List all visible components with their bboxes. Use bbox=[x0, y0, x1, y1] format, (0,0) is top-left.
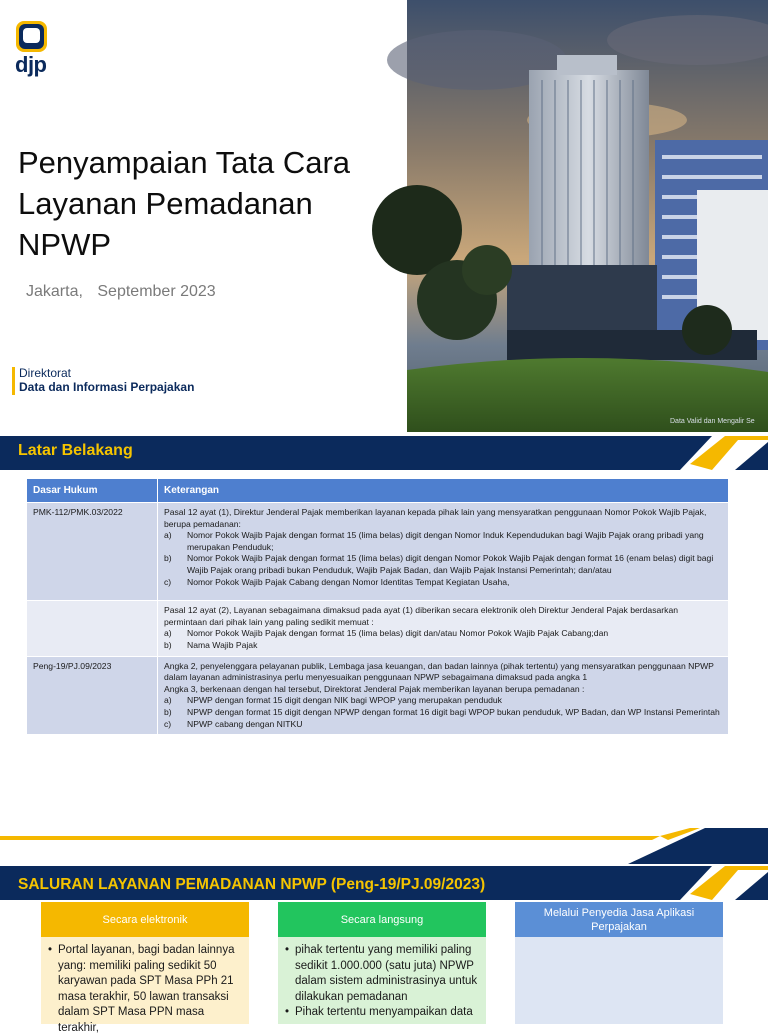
table-row bbox=[27, 601, 729, 656]
directorate-name: Data dan Informasi Perpajakan bbox=[19, 380, 195, 394]
channel-header-direct: Secara langsung bbox=[278, 902, 486, 937]
list-item: c) NPWP cabang dengan NITKU bbox=[164, 718, 303, 729]
table-row bbox=[27, 503, 729, 601]
list-item: a) Nomor Pokok Wajib Pajak dengan format 15 (lima belas) digit dengan Nomor Induk Kependudukan bagi Wajib Pajak orang pribadi yang merupakan Penduduk; bbox=[164, 530, 704, 552]
legal-basis-cell: PMK-112/PMK.03/2022 bbox=[27, 503, 158, 601]
cover-month: September 2023 bbox=[97, 283, 216, 300]
saluran-layanan-slide bbox=[0, 866, 768, 1034]
table-header-row bbox=[27, 479, 729, 503]
logo-text: djp bbox=[15, 52, 47, 77]
paragraph: Angka 2, penyelenggara pelayanan publik, Lembaga jasa keuangan, dan badan lainnya (pihak tertentu) yang mensyaratkan penggunaan NPWP dalam layanan administrasinya perlu menyesuaikan penggunaan NPWP sebagaimana dimaksud pada angka 1 bbox=[164, 660, 714, 683]
list-item: c) Nomor Pokok Wajib Pajak Cabang dengan Nomor Identitas Tempat Kegiatan Usaha, bbox=[164, 576, 510, 587]
paragraph: Angka 3, berkenaan dengan hal tersebut, Direktorat Jenderal Pajak memberikan layanan berupa pemadanan : bbox=[164, 683, 585, 694]
paragraph: Pasal 12 ayat (2), Layanan sebagaimana dimaksud pada ayat (1) diberikan secara elektronik oleh Direktur Jenderal Pajak berdasarkan permintaan dari pihak lain yang paling sedikit memuat : bbox=[164, 605, 679, 627]
cover-city: Jakarta, bbox=[26, 283, 83, 300]
section-title: SALURAN LAYANAN PEMADANAN NPWP (Peng-19/PJ.09/2023) bbox=[18, 876, 486, 893]
section-title: Latar Belakang bbox=[18, 442, 133, 459]
description-cell bbox=[158, 503, 729, 601]
list-item: a) Nomor Pokok Wajib Pajak dengan format 15 (lima belas) digit dan/atau Nomor Pokok Wajib Pajak Cabang;dan bbox=[164, 628, 609, 639]
directorate-label: Direktorat bbox=[19, 366, 72, 380]
list-item: b) Nomor Pokok Wajib Pajak dengan format 15 (lima belas) digit dengan Nomor Pokok Wajib Pajak dengan format 16 (enam belas) digit bagi Wajib Pajak orang pribadi bukan Penduduk, Wajib Pajak Badan, dan Wajib Pajak Instansi Pemerintah; dan/atau bbox=[164, 553, 714, 575]
cover-date bbox=[26, 283, 226, 301]
list-item: a) NPWP dengan format 15 digit dengan NIK bagi WPOP yang merupakan penduduk bbox=[164, 695, 502, 706]
description-cell bbox=[158, 601, 729, 656]
building-photo bbox=[407, 0, 768, 432]
cover-slide bbox=[0, 0, 768, 432]
list-item: b) NPWP dengan format 15 digit dengan NPWP dengan format 16 digit bagi WPOP bukan penduduk, WP Badan, dan WP Instansi Pemerintah bbox=[164, 706, 720, 717]
column-header: Keterangan bbox=[158, 479, 729, 503]
latar-belakang-slide bbox=[0, 436, 768, 864]
description-cell bbox=[158, 656, 729, 735]
bullet-item: • Pihak tertentu menyampaikan data bbox=[285, 1006, 473, 1018]
bullet-item: • Portal layanan, bagi badan lainnya yang: memiliki paling sedikit 50 karyawan pada SPT Masa PPh 21 masa terakhir, 50 lawan transaksi dalam SPT Masa PPN masa terakhir, bbox=[48, 944, 235, 1034]
channel-body-provider bbox=[515, 937, 723, 1024]
column-header: Dasar Hukum bbox=[27, 479, 158, 503]
photo-caption: Data Valid dan Mengalir Se bbox=[670, 418, 755, 425]
list-item: b) Nama Wajib Pajak bbox=[164, 639, 258, 650]
table-row bbox=[27, 656, 729, 735]
directorate-accent-bar bbox=[12, 367, 15, 395]
channel-header-provider: Melalui Penyedia Jasa Aplikasi Perpajakan bbox=[515, 902, 723, 937]
channel-body-direct bbox=[278, 937, 486, 1024]
cover-title: Penyampaian Tata Cara Layanan Pemadanan NPWP bbox=[18, 145, 351, 262]
legal-basis-table bbox=[26, 478, 729, 735]
channel-header-electronic: Secara elektronik bbox=[41, 902, 249, 937]
djp-logo-icon bbox=[16, 21, 47, 52]
paragraph: Pasal 12 ayat (1), Direktur Jenderal Pajak memberikan layanan kepada pihak lain yang mensyaratkan penggunaan Nomor Pokok Wajib Pajak, berupa pemadanan: bbox=[164, 507, 707, 529]
channel-body-electronic bbox=[41, 937, 249, 1034]
bullet-item: • pihak tertentu yang memiliki paling sedikit 1.000.000 (satu juta) NPWP dalam sistem administrasinya untuk dilakukan pemadanan bbox=[285, 944, 478, 1003]
legal-basis-cell bbox=[27, 601, 158, 656]
legal-basis-cell: Peng-19/PJ.09/2023 bbox=[27, 656, 158, 735]
footer-band bbox=[0, 828, 768, 864]
